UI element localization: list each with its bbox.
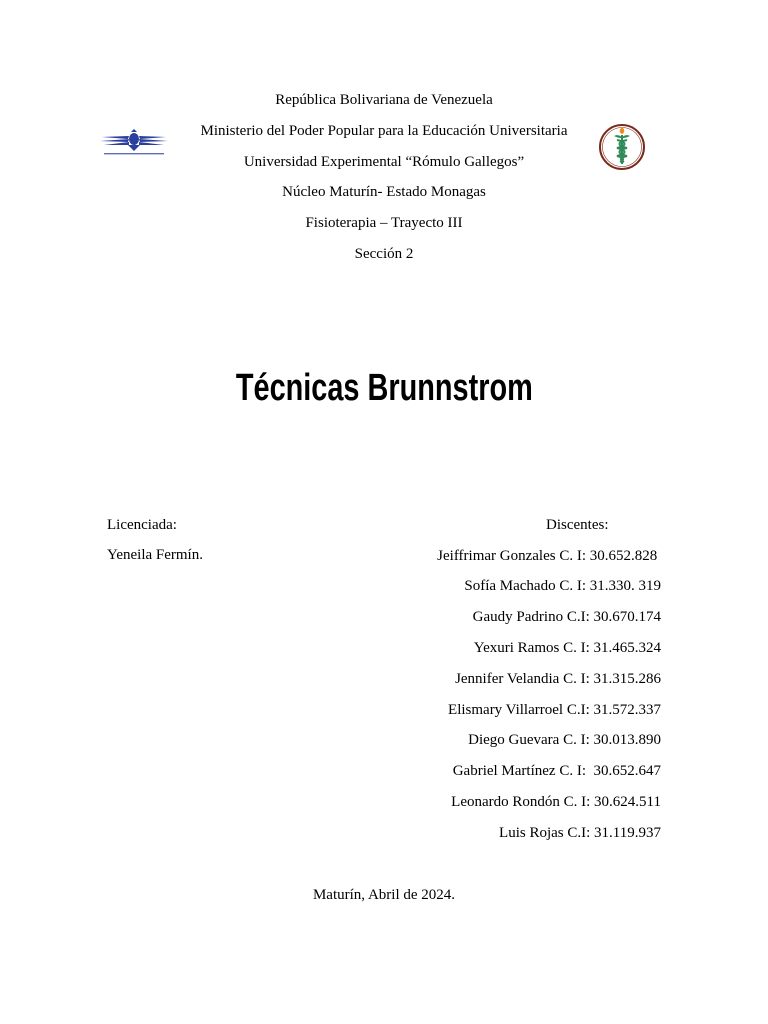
student-item: Sofía Machado C. I: 31.330. 319 bbox=[464, 578, 661, 595]
students-list bbox=[437, 541, 661, 849]
advisor-label: Licenciada: bbox=[107, 516, 177, 533]
student-item: Leonardo Rondón C. I: 30.624.511 bbox=[451, 793, 661, 810]
advisor-name: Yeneila Fermín. bbox=[107, 547, 203, 564]
student-item: Elismary Villarroel C.I: 31.572.337 bbox=[448, 701, 661, 718]
student-item: Jennifer Velandia C. I: 31.315.286 bbox=[455, 670, 661, 687]
student-item: Gaudy Padrino C.I: 30.670.174 bbox=[472, 609, 661, 626]
ministry-line: Ministerio del Poder Popular para la Educación Universitaria bbox=[200, 122, 568, 139]
title-container bbox=[0, 366, 768, 410]
university-line: Universidad Experimental “Rómulo Gallegos” bbox=[243, 153, 525, 170]
student-item: Diego Guevara C. I: 30.013.890 bbox=[468, 732, 661, 749]
section-line: Sección 2 bbox=[354, 245, 414, 262]
student-item: Luis Rojas C.I: 31.119.937 bbox=[499, 824, 661, 841]
student-item: Jeiffrimar Gonzales C. I: 30.652.828 bbox=[437, 547, 661, 564]
institution-header bbox=[0, 85, 768, 270]
student-item: Gabriel Martínez C. I: 30.652.647 bbox=[452, 763, 661, 780]
document-title: Técnicas Brunnstrom bbox=[235, 367, 533, 409]
program-line: Fisioterapia – Trayecto III bbox=[305, 215, 463, 232]
place-date: Maturín, Abril de 2024. bbox=[312, 886, 456, 903]
country-line: República Bolivariana de Venezuela bbox=[275, 92, 493, 108]
students-label: Discentes: bbox=[546, 516, 609, 533]
student-item: Yexuri Ramos C. I: 31.465.324 bbox=[473, 639, 661, 656]
campus-line: Núcleo Maturín- Estado Monagas bbox=[282, 184, 486, 201]
advisor-block bbox=[107, 510, 203, 572]
